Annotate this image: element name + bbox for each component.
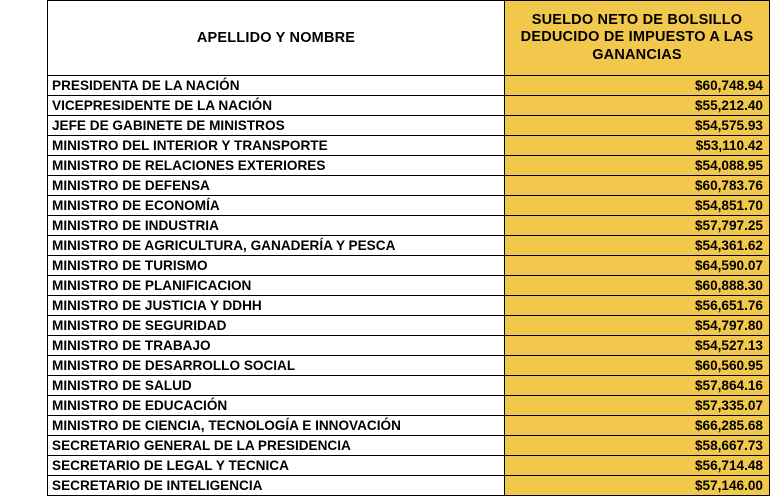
cell-net-salary: $55,212.40 [505, 96, 770, 116]
table-row [48, 196, 770, 216]
cell-net-salary: $60,783.76 [505, 176, 770, 196]
cell-net-salary: $58,667.73 [505, 436, 770, 456]
cell-net-salary: $66,285.68 [505, 416, 770, 436]
cell-position-name: MINISTRO DE ECONOMÍA [48, 196, 505, 216]
cell-net-salary: $54,088.95 [505, 156, 770, 176]
table-header [48, 1, 770, 76]
cell-net-salary: $57,335.07 [505, 396, 770, 416]
cell-position-name: MINISTRO DEL INTERIOR Y TRANSPORTE [48, 136, 505, 156]
cell-position-name: SECRETARIO DE INTELIGENCIA [48, 476, 505, 496]
table-row [48, 136, 770, 156]
cell-position-name: MINISTRO DE DEFENSA [48, 176, 505, 196]
cell-position-name: MINISTRO DE EDUCACIÓN [48, 396, 505, 416]
cell-position-name: MINISTRO DE CIENCIA, TECNOLOGÍA E INNOVACIÓN [48, 416, 505, 436]
cell-net-salary: $53,110.42 [505, 136, 770, 156]
cell-position-name: JEFE DE GABINETE DE MINISTROS [48, 116, 505, 136]
cell-position-name: MINISTRO DE AGRICULTURA, GANADERÍA Y PESCA [48, 236, 505, 256]
cell-net-salary: $54,361.62 [505, 236, 770, 256]
cell-position-name: VICEPRESIDENTE DE LA NACIÓN [48, 96, 505, 116]
cell-position-name: MINISTRO DE PLANIFICACION [48, 276, 505, 296]
table-row [48, 236, 770, 256]
table-row [48, 176, 770, 196]
cell-net-salary: $56,651.76 [505, 296, 770, 316]
table-row [48, 436, 770, 456]
cell-net-salary: $64,590.07 [505, 256, 770, 276]
cell-position-name: MINISTRO DE RELACIONES EXTERIORES [48, 156, 505, 176]
column-header-name: APELLIDO Y NOMBRE [48, 1, 505, 76]
salary-table [47, 0, 770, 496]
cell-position-name: MINISTRO DE TRABAJO [48, 336, 505, 356]
table-row [48, 276, 770, 296]
cell-position-name: MINISTRO DE INDUSTRIA [48, 216, 505, 236]
cell-net-salary: $57,146.00 [505, 476, 770, 496]
column-header-amount: SUELDO NETO DE BOLSILLO DEDUCIDO DE IMPUESTO A LAS GANANCIAS [505, 1, 770, 76]
table-row [48, 156, 770, 176]
cell-net-salary: $54,527.13 [505, 336, 770, 356]
cell-net-salary: $54,575.93 [505, 116, 770, 136]
table-row [48, 456, 770, 476]
cell-position-name: PRESIDENTA DE LA NACIÓN [48, 76, 505, 96]
table-row [48, 336, 770, 356]
table-row [48, 96, 770, 116]
cell-net-salary: $57,797.25 [505, 216, 770, 236]
cell-net-salary: $60,560.95 [505, 356, 770, 376]
cell-position-name: SECRETARIO DE LEGAL Y TECNICA [48, 456, 505, 476]
cell-position-name: MINISTRO DE DESARROLLO SOCIAL [48, 356, 505, 376]
table-row [48, 476, 770, 496]
table-row [48, 396, 770, 416]
cell-position-name: MINISTRO DE SEGURIDAD [48, 316, 505, 336]
header-row [48, 1, 770, 76]
cell-position-name: SECRETARIO GENERAL DE LA PRESIDENCIA [48, 436, 505, 456]
table-row [48, 376, 770, 396]
table-row [48, 216, 770, 236]
cell-net-salary: $54,797.80 [505, 316, 770, 336]
cell-net-salary: $60,888.30 [505, 276, 770, 296]
table-row [48, 256, 770, 276]
cell-position-name: MINISTRO DE TURISMO [48, 256, 505, 276]
table-row [48, 76, 770, 96]
table-row [48, 296, 770, 316]
cell-position-name: MINISTRO DE SALUD [48, 376, 505, 396]
cell-net-salary: $56,714.48 [505, 456, 770, 476]
cell-position-name: MINISTRO DE JUSTICIA Y DDHH [48, 296, 505, 316]
table-row [48, 116, 770, 136]
cell-net-salary: $60,748.94 [505, 76, 770, 96]
table-row [48, 356, 770, 376]
cell-net-salary: $54,851.70 [505, 196, 770, 216]
table-row [48, 316, 770, 336]
cell-net-salary: $57,864.16 [505, 376, 770, 396]
